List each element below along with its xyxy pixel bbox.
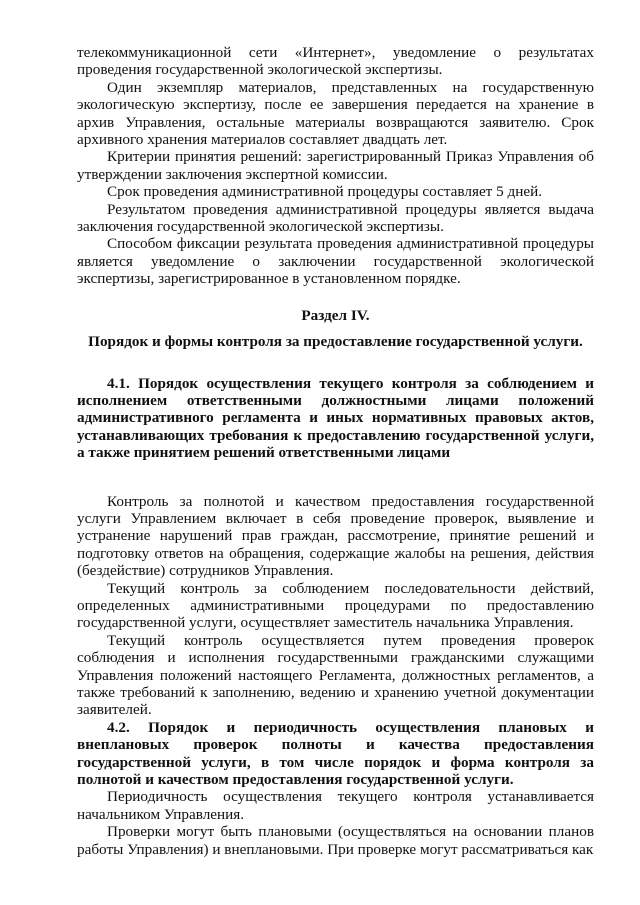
paragraph-archive: Один экземпляр материалов, представленных на государственную экологическую экспертизу, после ее завершения передается на хранение в архив Управления, остальные материалы возвращаются заявителю. Срок архивного хранения материалов составляет двадцать лет.	[77, 78, 594, 149]
paragraph-fixation: Способом фиксации результата проведения административной процедуры является уведомление о заключении государственной экологической экспертизы, зарегистрированное в установленном порядке.	[77, 235, 594, 288]
section-subtitle: Порядок и формы контроля за предоставление государственной услуги.	[88, 333, 583, 351]
spacer	[77, 462, 594, 493]
paragraph-control-method: Текущий контроль осуществляется путем проведения проверок соблюдения и исполнения государственными гражданскими служащими Управления положений настоящего Регламента, должностных регламентов, а также требований к заполнению, ведению и хранению учетной документации заявителей.	[77, 631, 594, 719]
paragraph-term: Срок проведения административной процедуры составляет 5 дней.	[107, 183, 543, 201]
subsection-4-2-heading: 4.2. Порядок и периодичность осуществления плановых и внеплановых проверок полноты и качества предоставления государственной услуги, в том числе порядок и форма контроля за полнотой и качеством предоставления государственной услуги.	[77, 718, 594, 789]
paragraph-result: Результатом проведения административной процедуры является выдача заключения государственной экологической экспертизы.	[77, 200, 594, 236]
paragraph-periodicity: Периодичность осуществления текущего контроля устанавливается начальником Управления.	[77, 788, 594, 823]
section-title: Раздел IV.	[301, 306, 370, 324]
paragraph-current-control: Текущий контроль за соблюдением последовательности действий, определенных административными процедурами по предоставлению государственной услуги, осуществляет заместитель начальника Управления.	[77, 579, 594, 632]
paragraph-control-scope: Контроль за полнотой и качеством предоставления государственной услуги Управлением включает в себя проведение проверок, выявление и устранение нарушений прав граждан, рассмотрение, принятие решений и подготовку ответов на обращения, содержащие жалобы на решения, действия (бездействие) сотрудников Управления.	[77, 492, 594, 580]
paragraph-criteria: Критерии принятия решений: зарегистрированный Приказ Управления об утверждении заключения экспертной комиссии.	[77, 148, 594, 183]
subsection-4-1-heading: 4.1. Порядок осуществления текущего контроля за соблюдением и исполнением ответственными должностными лицами положений административного регламента и иных нормативных правовых актов, устанавливающих требования к предоставлению государственной услуги, а также принятием решений ответственными лицами	[77, 374, 594, 462]
paragraph-continuation: телекоммуникационной сети «Интернет», уведомление о результатах проведения государственной экологической экспертизы.	[77, 44, 594, 79]
paragraph-inspections: Проверки могут быть плановыми (осуществляться на основании планов работы Управления) и внеплановыми. При проверке могут рассматриваться как	[77, 823, 594, 858]
